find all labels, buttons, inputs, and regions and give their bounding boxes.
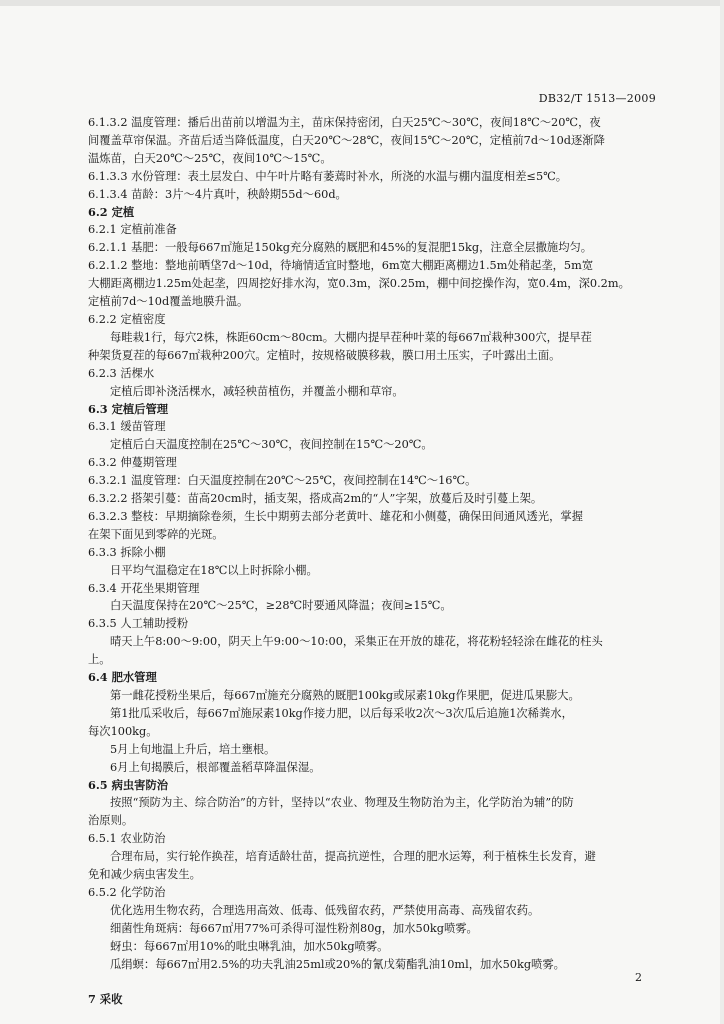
text-line [88, 974, 660, 992]
text-line: 定植后即补浇活棵水，减轻秧苗植伤，并覆盖小棚和草帘。 [110, 384, 404, 398]
text-line: 优化选用生物农药，合理选用高效、低毒、低残留农药，严禁使用高毒、高残留农药。 [110, 903, 540, 917]
text-line: 白天温度保持在20℃～25℃，≥28℃时要通风降温；夜间≥15℃。 [110, 599, 452, 613]
text-line: 第一雌花授粉坐果后，每667㎡施充分腐熟的厩肥100kg或尿素10kg作果肥，促进瓜果膨大。 [110, 689, 580, 702]
page-number: 2 [635, 971, 642, 984]
text-line: 6.3.2 伸蔓期管理 [88, 456, 177, 470]
text-line: 上。 [88, 653, 111, 667]
text-line: 6.3.5 人工辅助授粉 [88, 617, 189, 631]
text-line: 6.3.4 开花坐果期管理 [88, 581, 200, 595]
text-line: 6.3 定植后管理 [88, 401, 169, 416]
document-body [88, 114, 660, 1009]
text-line: 6.2 定植 [88, 204, 135, 219]
text-line: 治原则。 [88, 814, 134, 828]
text-line: 日平均气温稳定在18℃以上时拆除小棚。 [110, 563, 318, 577]
text-line: 细菌性角斑病：每667㎡用77%可杀得可湿性粉剂80g，加水50kg喷雾。 [110, 921, 478, 935]
text-line: 瓜绢螟：每667㎡用2.5%的功夫乳油25ml或20%的氰戊菊酯乳油10ml，加水50kg喷雾。 [110, 957, 565, 971]
text-line: 6.5 病虫害防治 [88, 777, 169, 792]
text-line: 6.2.1 定植前准备 [88, 223, 177, 237]
text-line: 每次100kg。 [88, 724, 158, 738]
text-line: 5月上旬地温上升后，培土壅根。 [110, 742, 276, 756]
text-line: 晴天上午8:00～9:00，阴天上午9:00～10:00，采集正在开放的雄花，将花粉轻轻涂在雌花的柱头 [110, 635, 603, 649]
text-line: 6.3.2.1 温度管理：白天温度控制在20℃～25℃，夜间控制在14℃～16℃。 [88, 474, 477, 488]
text-line: 温炼苗，白天20℃～25℃，夜间10℃～15℃。 [88, 151, 332, 165]
text-line: 6.1.3.3 水份管理：表土层发白、中午叶片略有萎蔫时补水，所浇的水温与棚内温度相差≤5℃。 [88, 169, 568, 183]
text-line: 蚜虫：每667㎡用10%的吡虫啉乳油，加水50kg喷雾。 [110, 939, 389, 953]
text-line: 6.1.3.2 温度管理：播后出苗前以增温为主，苗床保持密闭，白天25℃～30℃，夜间18℃～20℃，夜 [88, 116, 601, 129]
text-line: 6.5.1 农业防治 [88, 832, 166, 846]
text-line: 6.2.2 定植密度 [88, 312, 166, 326]
text-line: 第1批瓜采收后，每667㎡施尿素10kg作接力肥，以后每采收2次～3次瓜后追施1次稀粪水， [110, 706, 573, 720]
scan-edge [720, 0, 724, 1024]
text-line: 间覆盖草帘保温。齐苗后适当降低温度，白天20℃～28℃，夜间15℃～20℃，定植前7d～10d逐渐降 [88, 133, 605, 147]
text-line: 6.4 肥水管理 [88, 670, 157, 685]
text-line: 6.2.1.1 基肥：一般每667㎡施足150kg充分腐熟的厩肥和45%的复混肥15kg，注意全层撒施均匀。 [88, 241, 593, 255]
text-line: 6.3.1 缓苗管理 [88, 420, 166, 434]
text-line: 6.2.3 活棵水 [88, 366, 155, 380]
text-line: 在架下面见到零碎的光斑。 [88, 527, 224, 541]
text-line: 6.2.1.2 整地：整地前晒垡7d～10d，待墒情适宜时整地，6m宽大棚距离棚边1.5m处稍起垄，5m宽 [88, 259, 594, 273]
text-line: 大棚距离棚边1.25m处起垄，四周挖好排水沟，宽0.3m，深0.25m，棚中间挖操作沟，宽0.4m，深0.2m。 [88, 277, 630, 291]
text-line: 每畦栽1行，每穴2株，株距60cm～80cm。大棚内提早茬种叶菜的每667㎡栽种300穴，提早茬 [110, 330, 592, 344]
text-line: 6.1.3.4 苗龄：3片～4片真叶，秧龄期55d～60d。 [88, 187, 347, 201]
scan-artifact [0, 0, 724, 6]
text-line: 定植前7d～10d覆盖地膜升温。 [88, 295, 249, 309]
text-line: 6.5.2 化学防治 [88, 885, 166, 899]
text-line: 定植后白天温度控制在25℃～30℃，夜间控制在15℃～20℃。 [110, 438, 433, 452]
text-line: 按照“预防为主、综合防治”的方针，坚持以“农业、物理及生物防治为主，化学防治为辅”的防 [110, 796, 574, 810]
text-line: 6.3.3 拆除小棚 [88, 545, 166, 559]
text-line: 6.3.2.3 整枝：早期摘除卷须，生长中期剪去部分老黄叶、雄花和小侧蔓，确保田间通风透光，掌握 [88, 509, 583, 523]
text-line: 免和减少病虫害发生。 [88, 868, 201, 882]
text-line: 6.3.2.2 搭架引蔓：苗高20cm时，插支架，搭成高2m的“人”字架，放蔓后及时引蔓上架。 [88, 492, 543, 506]
text-line: 6月上旬揭膜后，根部覆盖稻草降温保湿。 [110, 760, 321, 774]
text-line: 合理布局，实行轮作换茬，培育适龄壮苗，提高抗逆性，合理的肥水运筹，利于植株生长发育，避 [110, 850, 596, 864]
text-line: 种架货夏茬的每667㎡栽种200穴。定植时，按规格破膜移栽，膜口用土压实，子叶露出土面。 [88, 348, 561, 362]
standard-number: DB32/T 1513—2009 [538, 92, 656, 105]
text-line: 7 采收 [88, 992, 123, 1007]
